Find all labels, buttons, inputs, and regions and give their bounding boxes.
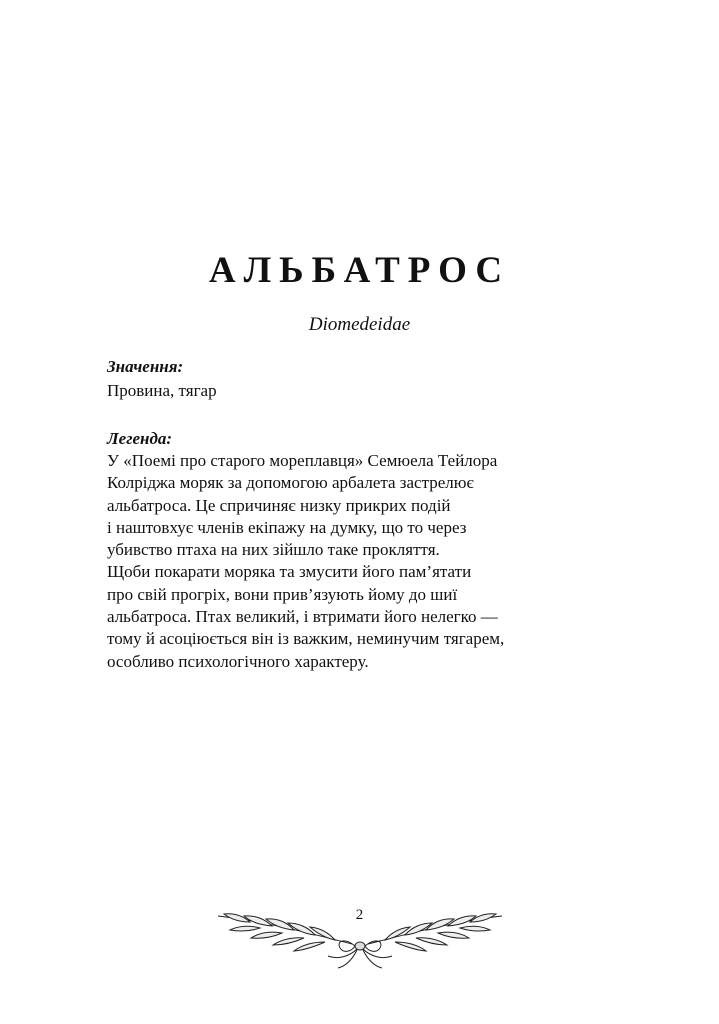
- page-number: 2: [355, 907, 364, 923]
- legend-line: Щоби покарати моряка та змусити його пам’ятати: [107, 562, 472, 582]
- legend-line: убивство птаха на них зійшло таке прокляття.: [107, 540, 440, 560]
- legend-line: Колріджа моряк за допомогою арбалета застрелює: [107, 473, 474, 493]
- meaning-section: [107, 356, 577, 402]
- legend-line: і наштовхує членів екіпажу на думку, що то через: [107, 517, 467, 537]
- legend-label: Легенда:: [107, 429, 173, 448]
- legend-section: [107, 428, 577, 673]
- legend-line: альбатроса. Птах великий, і втримати його нелегко —: [107, 607, 498, 627]
- legend-text: [107, 450, 577, 673]
- legend-line: про свій прогріх, вони прив’язують йому до шиї: [107, 584, 458, 604]
- page-title: АЛЬБАТРОС: [208, 250, 511, 291]
- legend-line: У «Поемі про старого мореплавця» Семюела Тейлора: [107, 451, 498, 470]
- meaning-label: Значення:: [107, 357, 184, 376]
- latin-name: Diomedeidae: [308, 314, 411, 335]
- legend-line: особливо психологічного характеру.: [107, 651, 369, 671]
- legend-line: тому й асоціюється він із важким, неминучим тягарем,: [107, 629, 505, 649]
- meaning-text: Провина, тягар: [107, 381, 217, 400]
- legend-line: альбатроса. Це спричиняє низку прикрих подій: [107, 495, 451, 515]
